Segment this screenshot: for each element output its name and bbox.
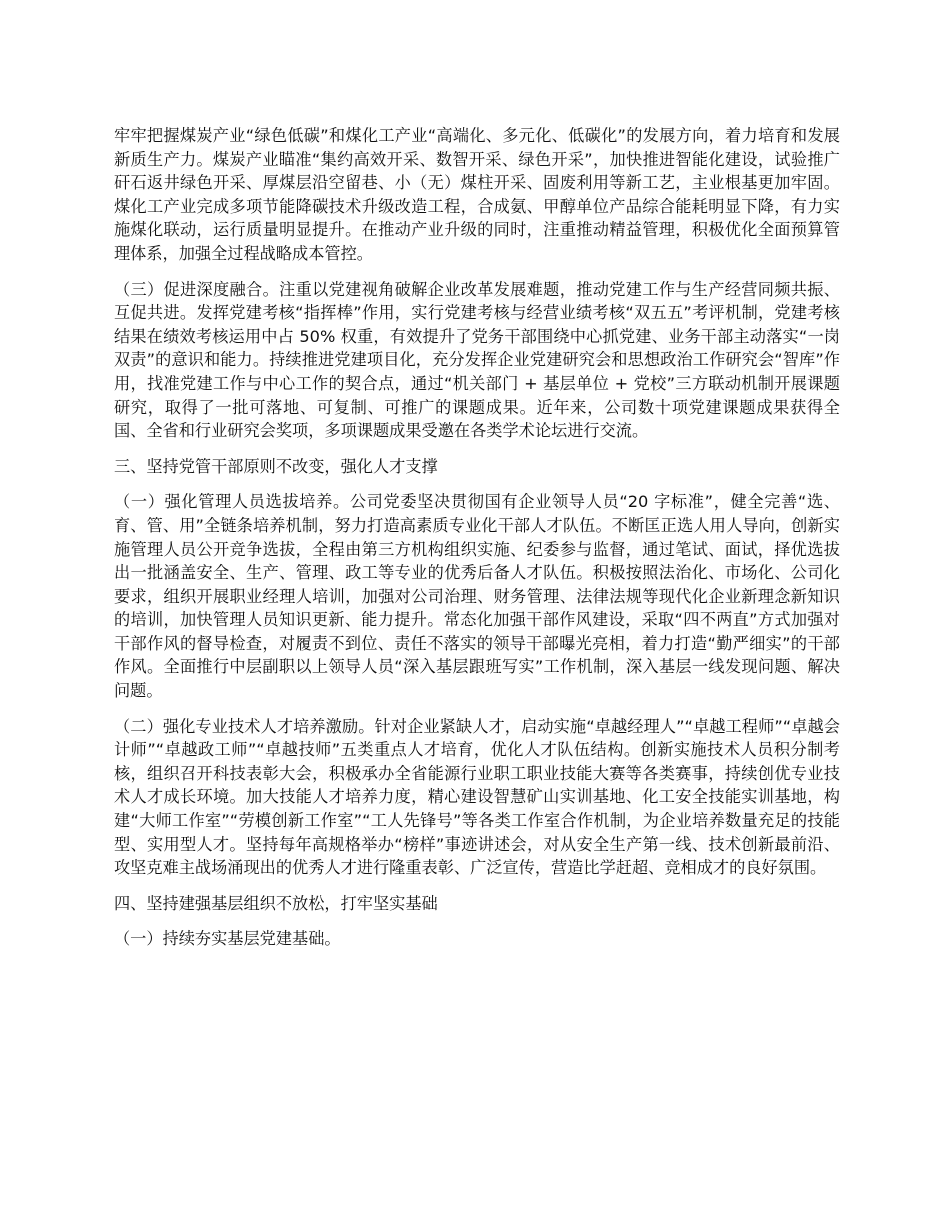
paragraph-management-selection: （一）强化管理人员选拔培养。公司党委坚决贯彻国有企业领导人员“20 字标准”，健全完善“选、育、管、用”全链条培养机制，努力打造高素质专业化干部人才队伍。不断匡正选人用人导向，创新实施管理人员公开竞争选拔，全程由第三方机构组织实施、纪委参与监督，通过笔试、面试，择优选拔出一批涵盖安全、生产、管理、政工等专业的优秀后备人才队伍。积极按照法治化、市场化、公司化要求，组织开展职业经理人培训，加强对公司治理、财务管理、法律法规等现代化企业新理念新知识的培训，加快管理人员知识更新、能力提升。常态化加强干部作风建设，采取“四不两直”方式加强对干部作风的督导检查，对履责不到位、责任不落实的领导干部曝光亮相，着力打造“勤严细实”的干部作风。全面推行中层副职以上领导人员“深入基层跟班写实”工作机制，深入基层一线发现问题、解决问题。: [114, 492, 840, 701]
paragraph-technical-talent: （二）强化专业技术人才培养激励。针对企业紧缺人才，启动实施“卓越经理人”“卓越工程师”“卓越会计师”“卓越政工师”“卓越技师”五类重点人才培育，优化人才队伍结构。创新实施技术人员积分制考核，组织召开科技表彰大会，积极承办全省能源行业职工职业技能大赛等各类赛事，持续创优专业技术人才成长环境。加大技能人才培养力度，精心建设智慧矿山实训基地、化工安全技能实训基地，构建“大师工作室”“劳模创新工作室”“工人先锋号”等各类工作室合作机制，为企业培养数量充足的技能型、实用型人才。坚持每年高规格举办“榜样”事迹讲述会，对从安全生产第一线、技术创新最前沿、攻坚克难主战场涌现出的优秀人才进行隆重表彰、广泛宣传，营造比学赶超、竞相成才的良好氛围。: [114, 716, 840, 878]
paragraph-grassroots-foundation: （一）持续夯实基层党建基础。: [114, 929, 341, 949]
section-heading-cadre-management: 三、坚持党管干部原则不改变，强化人才支撑: [114, 456, 438, 476]
section-heading-grassroots-organization: 四、坚持建强基层组织不放松，打牢坚实基础: [114, 893, 438, 913]
document-body: [114, 124, 840, 963]
paragraph-industry-upgrade: 牢牢把握煤炭产业“绿色低碳”和煤化工产业“高端化、多元化、低碳化”的发展方向，着力培育和发展新质生产力。煤炭产业瞄准“集约高效开采、数智开采、绿色开采”，加快推进智能化建设，试验推广矸石返井绿色开采、厚煤层沿空留巷、小（无）煤柱开采、固废利用等新工艺，主业根基更加牢固。煤化工产业完成多项节能降碳技术升级改造工程，合成氨、甲醇单位产品综合能耗明显下降，有力实施煤化联动，运行质量明显提升。在推动产业升级的同时，注重推动精益管理，积极优化全面预算管理体系，加强全过程战略成本管控。: [114, 126, 840, 263]
paragraph-deep-integration: （三）促进深度融合。注重以党建视角破解企业改革发展难题，推动党建工作与生产经营同频共振、互促共进。发挥党建考核“指挥棒”作用，实行党建考核与经营业绩考核“双五五”考评机制，党建考核结果在绩效考核运用中占 50% 权重，有效提升了党务干部围绕中心抓党建、业务干部主动落实“一岗双责”的意识和能力。持续推进党建项目化，充分发挥企业党建研究会和思想政治工作研究会“智库”作用，找准党建工作与中心工作的契合点，通过“机关部门 + 基层单位 + 党校”三方联动机制开展课题研究，取得了一批可落地、可复制、可推广的课题成果。近年来，公司数十项党建课题成果获得全国、全省和行业研究会奖项，多项课题成果受邀在各类学术论坛进行交流。: [114, 279, 840, 441]
